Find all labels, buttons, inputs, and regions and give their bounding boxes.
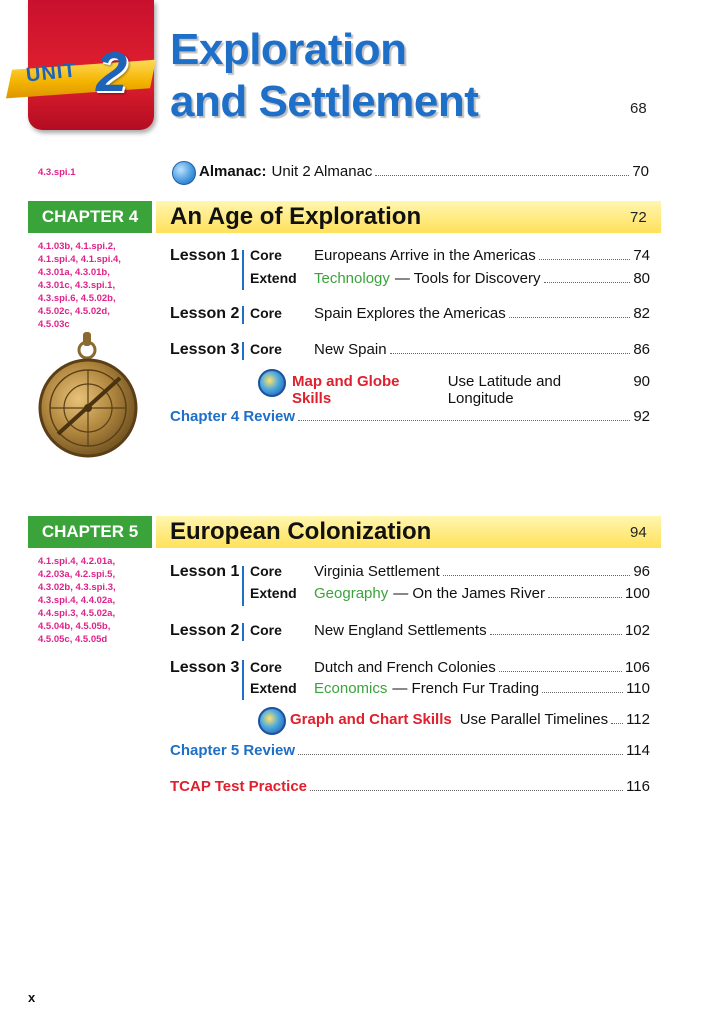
standard-line: 4.1.spi.4, 4.2.01a, bbox=[38, 556, 116, 567]
ch5-lesson1-core-row[interactable] bbox=[170, 563, 650, 581]
ch5-lesson3-extend-row[interactable] bbox=[250, 680, 650, 697]
ch4-skills-row[interactable] bbox=[292, 373, 650, 407]
leader-dots bbox=[611, 723, 623, 724]
leader-dots bbox=[298, 420, 630, 421]
chapter4-tab: CHAPTER 4 bbox=[28, 201, 152, 233]
standard-line: 4.1.spi.4, 4.1.spi.4, bbox=[38, 254, 121, 265]
tcap-page: 116 bbox=[626, 778, 650, 795]
leader-dots bbox=[310, 790, 623, 791]
lesson-title: Spain Explores the Americas bbox=[314, 305, 506, 322]
extend-tag: Extend bbox=[250, 680, 297, 696]
extend-page: 110 bbox=[626, 680, 650, 697]
extend-title: — French Fur Trading bbox=[392, 680, 540, 697]
lesson-page: 82 bbox=[633, 305, 650, 322]
standard-line: 4.3.spi.4, 4.4.02a, bbox=[38, 595, 116, 606]
lesson-page: 106 bbox=[624, 659, 650, 676]
standard-line: 4.3.01a, 4.3.01b, bbox=[38, 267, 110, 278]
core-tag: Core bbox=[250, 305, 282, 321]
lesson-label: Lesson 3 bbox=[170, 659, 240, 676]
chapter5-title: European Colonization bbox=[170, 518, 432, 545]
ch5-review-row[interactable] bbox=[170, 742, 650, 759]
standard-line: 4.5.05c, 4.5.05d bbox=[38, 634, 108, 645]
globe-icon bbox=[172, 161, 196, 185]
chapter4-standards bbox=[38, 240, 121, 331]
unit-title bbox=[170, 24, 478, 128]
leader-dots bbox=[298, 754, 623, 755]
lesson-page: 74 bbox=[633, 247, 650, 264]
core-tag: Core bbox=[250, 622, 282, 638]
skills-label: Map and Globe Skills bbox=[292, 373, 400, 407]
ch4-lesson1-core-row[interactable] bbox=[170, 247, 650, 265]
standard-line: 4.4.spi.3, 4.5.02a, bbox=[38, 608, 116, 619]
lesson-label: Lesson 2 bbox=[170, 305, 240, 322]
extend-topic: Geography bbox=[314, 585, 389, 602]
leader-dots bbox=[548, 597, 622, 598]
standard-line: 4.3.01c, 4.3.spi.1, bbox=[38, 280, 116, 291]
standard-line: 4.2.03a, 4.2.spi.5, bbox=[38, 569, 116, 580]
standard-line: 4.5.02c, 4.5.02d, bbox=[38, 306, 110, 317]
skills-title: Use Latitude and Longitude bbox=[447, 373, 562, 407]
chapter4-page: 72 bbox=[630, 209, 647, 226]
standard-line: 4.5.04b, 4.5.05b, bbox=[38, 621, 111, 632]
skills-label: Graph and Chart Skills bbox=[290, 711, 452, 728]
almanac-label: Almanac: bbox=[199, 163, 267, 180]
leader-dots bbox=[542, 692, 623, 693]
extend-page: 100 bbox=[624, 585, 650, 602]
lesson-label: Lesson 3 bbox=[170, 341, 240, 358]
ch5-lesson2-core-row[interactable] bbox=[170, 622, 650, 640]
ch5-skills-row[interactable] bbox=[290, 711, 650, 728]
standard-line: 4.3.spi.6, 4.5.02b, bbox=[38, 293, 116, 304]
unit-title-line1: Exploration bbox=[170, 25, 407, 74]
ch4-review-row[interactable] bbox=[170, 408, 650, 425]
core-tag: Core bbox=[250, 659, 282, 675]
leader-dots bbox=[499, 671, 622, 672]
extend-topic: Economics bbox=[314, 680, 388, 697]
skills-page: 112 bbox=[626, 711, 650, 728]
extend-tag: Extend bbox=[250, 585, 297, 601]
extend-title: — Tools for Discovery bbox=[394, 270, 541, 287]
lesson-title: Virginia Settlement bbox=[314, 563, 440, 580]
unit-number: 2 bbox=[96, 40, 128, 103]
leader-dots bbox=[443, 575, 631, 576]
standard-line: 4.3.02b, 4.3.spi.3, bbox=[38, 582, 116, 593]
standard-line: 4.1.03b, 4.1.spi.2, bbox=[38, 241, 116, 252]
ch4-lesson3-core-row[interactable] bbox=[170, 341, 650, 359]
core-tag: Core bbox=[250, 341, 282, 357]
extend-page: 80 bbox=[633, 270, 650, 287]
ch5-lesson1-extend-row[interactable] bbox=[250, 585, 650, 602]
almanac-title: Unit 2 Almanac bbox=[271, 163, 373, 180]
skills-page: 90 bbox=[633, 373, 650, 390]
almanac-page: 70 bbox=[632, 163, 649, 180]
chapter5-standards bbox=[38, 555, 116, 646]
unit-title-line2: and Settlement bbox=[170, 77, 479, 126]
review-label: Chapter 5 Review bbox=[170, 742, 296, 759]
lesson-label: Lesson 1 bbox=[170, 563, 240, 580]
unit-page: 68 bbox=[630, 100, 647, 117]
lesson-page: 96 bbox=[633, 563, 650, 580]
extend-tag: Extend bbox=[250, 270, 297, 286]
lesson-title: New Spain bbox=[314, 341, 387, 358]
skills-title: Use Parallel Timelines bbox=[459, 711, 609, 728]
chapter5-page: 94 bbox=[630, 524, 647, 541]
leader-dots bbox=[544, 282, 631, 283]
leader-dots bbox=[509, 317, 631, 318]
leader-dots bbox=[539, 259, 631, 260]
lesson-page: 102 bbox=[624, 622, 650, 639]
lesson-title: Europeans Arrive in the Americas bbox=[314, 247, 536, 264]
globe-skill-icon bbox=[258, 369, 286, 397]
extend-topic: Technology bbox=[314, 270, 390, 287]
ch5-lesson3-core-row[interactable] bbox=[170, 659, 650, 677]
ch4-lesson1-extend-row[interactable] bbox=[250, 270, 650, 287]
core-tag: Core bbox=[250, 563, 282, 579]
chapter4-title: An Age of Exploration bbox=[170, 203, 422, 230]
ch4-lesson2-core-row[interactable] bbox=[170, 305, 650, 323]
lesson-label: Lesson 1 bbox=[170, 247, 240, 264]
lesson-page: 86 bbox=[633, 341, 650, 358]
astrolabe-image bbox=[36, 330, 140, 460]
review-page: 114 bbox=[626, 742, 650, 759]
unit-standard: 4.3.spi.1 bbox=[38, 167, 76, 178]
extend-title: — On the James River bbox=[393, 585, 545, 602]
lesson-label: Lesson 2 bbox=[170, 622, 240, 639]
chapter5-tab: CHAPTER 5 bbox=[28, 516, 152, 548]
almanac-row[interactable] bbox=[199, 163, 649, 180]
unit-word: UNIT bbox=[24, 59, 78, 87]
review-page: 92 bbox=[633, 408, 650, 425]
review-label: Chapter 4 Review bbox=[170, 408, 296, 425]
leader-dots bbox=[390, 353, 631, 354]
lesson-title: New England Settlements bbox=[314, 622, 487, 639]
leader-dots bbox=[375, 175, 629, 176]
leader-dots bbox=[490, 634, 622, 635]
page-folio: x bbox=[28, 990, 36, 1005]
core-tag: Core bbox=[250, 247, 282, 263]
tcap-label: TCAP Test Practice bbox=[170, 778, 307, 795]
chart-skill-icon bbox=[258, 707, 286, 735]
standard-line: 4.5.03c bbox=[38, 319, 70, 330]
lesson-title: Dutch and French Colonies bbox=[314, 659, 496, 676]
tcap-row[interactable] bbox=[170, 778, 650, 795]
